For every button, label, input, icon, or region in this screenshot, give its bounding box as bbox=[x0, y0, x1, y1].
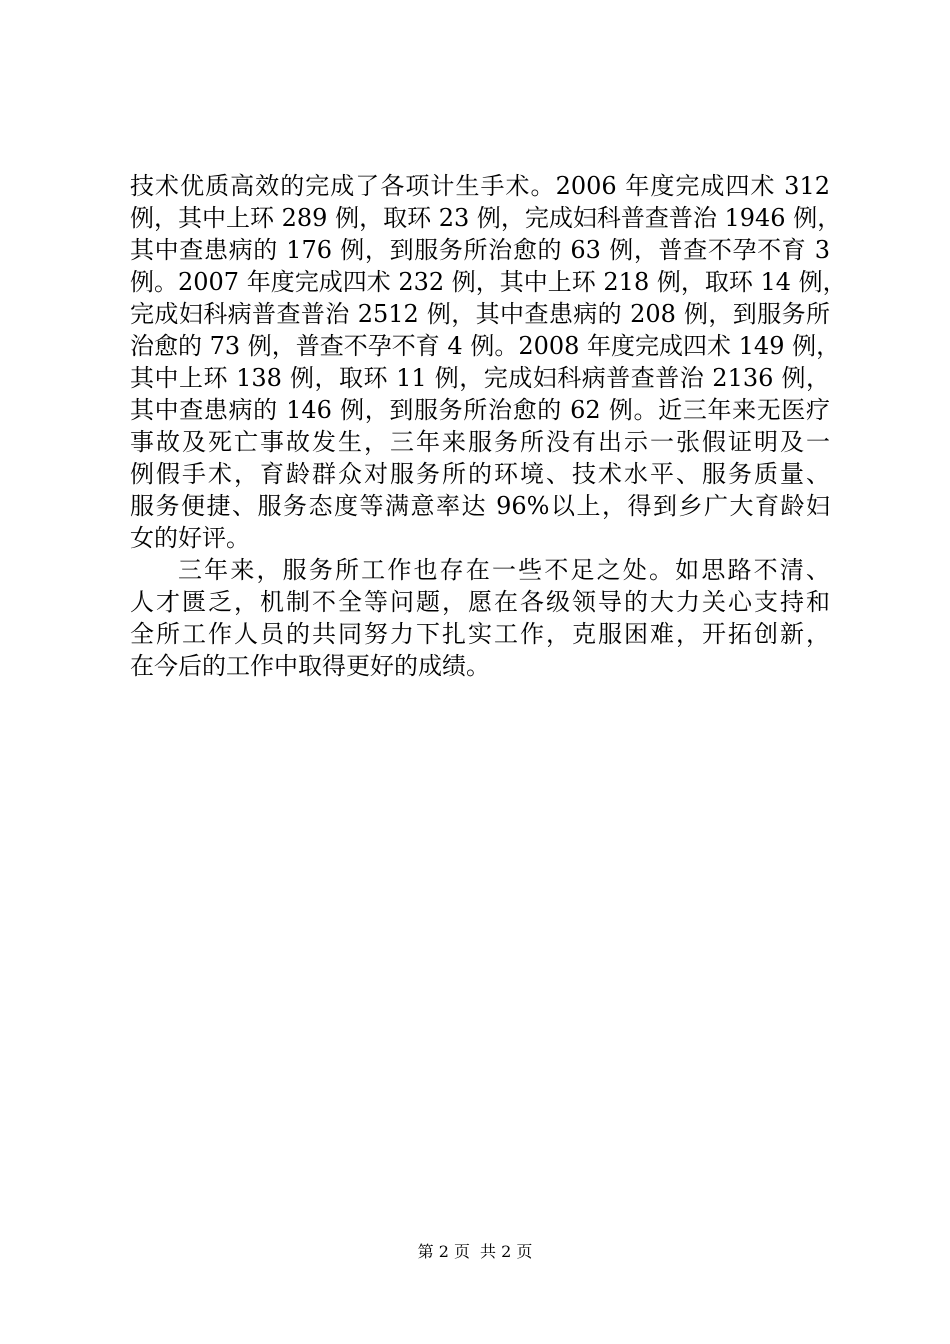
paragraph-line: 全所工作人员的共同努力下扎实工作，克服困难，开拓创新， bbox=[130, 620, 830, 648]
paragraph-line: 例，其中上环 289 例，取环 23 例，完成妇科普查普治 1946 例， bbox=[130, 204, 842, 232]
paragraph-line: 例。2007 年度完成四术 232 例，其中上环 218 例，取环 14 例， bbox=[130, 268, 847, 296]
paragraph-line: 在今后的工作中取得更好的成绩。 bbox=[130, 652, 490, 680]
paragraph-line: 服务便捷、服务态度等满意率达 96%以上，得到乡广大育龄妇 bbox=[130, 492, 830, 520]
paragraph-line: 例假手术，育龄群众对服务所的环境、技术水平、服务质量、 bbox=[130, 460, 830, 488]
paragraph-line: 其中查患病的 176 例，到服务所治愈的 63 例，普查不孕不育 3 bbox=[130, 236, 830, 264]
document-body bbox=[130, 170, 847, 682]
paragraph-line: 完成妇科病普查普治 2512 例，其中查患病的 208 例，到服务所 bbox=[130, 300, 830, 328]
paragraph-line: 其中上环 138 例，取环 11 例，完成妇科病普查普治 2136 例， bbox=[130, 364, 830, 392]
paragraph-line: 其中查患病的 146 例，到服务所治愈的 62 例。近三年来无医疗 bbox=[130, 396, 830, 424]
paragraph-achievements bbox=[130, 170, 847, 554]
paragraph-shortcomings bbox=[130, 554, 830, 682]
page-total: 共 2 页 bbox=[480, 1242, 533, 1261]
paragraph-line: 技术优质高效的完成了各项计生手术。2006 年度完成四术 312 bbox=[130, 172, 830, 200]
paragraph-line: 三年来，服务所工作也存在一些不足之处。如思路不清、 bbox=[178, 556, 830, 584]
paragraph-line: 女的好评。 bbox=[130, 524, 250, 552]
paragraph-line: 事故及死亡事故发生，三年来服务所没有出示一张假证明及一 bbox=[130, 428, 830, 456]
paragraph-line: 人才匮乏，机制不全等问题，愿在各级领导的大力关心支持和 bbox=[130, 588, 830, 616]
page-footer bbox=[0, 1242, 950, 1262]
page-number: 第 2 页 bbox=[417, 1242, 470, 1261]
paragraph-line: 治愈的 73 例，普查不孕不育 4 例。2008 年度完成四术 149 例， bbox=[130, 332, 841, 360]
